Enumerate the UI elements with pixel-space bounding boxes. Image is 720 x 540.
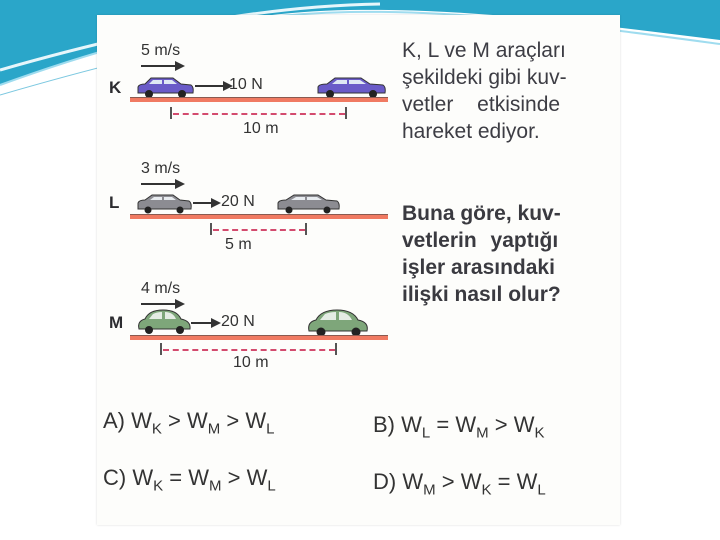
work-symbol: W: [513, 412, 535, 437]
option-b[interactable]: [373, 412, 545, 441]
work-symbol: W: [132, 465, 154, 490]
work-symbol: W: [460, 469, 482, 494]
force-arrow-icon: [191, 318, 221, 328]
question-line-2: vetlerin yaptığı: [402, 229, 559, 252]
distance-marker-m: [163, 349, 335, 351]
option-d[interactable]: [373, 469, 546, 498]
statement-line-1: K, L ve M araçları: [402, 39, 566, 62]
row-l-force: 20 N: [221, 193, 255, 210]
work-symbol: W: [246, 465, 268, 490]
distance-tick-icon: [210, 223, 212, 235]
distance-marker-k: [173, 113, 345, 115]
work-subscript: K: [151, 420, 162, 438]
row-k-distance: 10 m: [243, 120, 279, 137]
relation-operator: >: [441, 469, 455, 494]
option-d-letter: D): [373, 469, 397, 494]
statement-line-3: vetler etkisinde: [402, 93, 561, 116]
work-subscript: M: [209, 477, 222, 495]
relation-operator: >: [168, 408, 181, 433]
road-k: [130, 97, 388, 102]
row-k-label: K: [109, 78, 122, 97]
work-subscript: L: [267, 477, 276, 495]
force-arrow-icon: [193, 198, 221, 208]
row-l-label: L: [109, 193, 120, 212]
work-subscript: L: [266, 420, 275, 438]
work-subscript: L: [537, 481, 546, 499]
car-k-end-icon: [315, 75, 387, 99]
work-subscript: M: [476, 424, 489, 442]
distance-tick-icon: [345, 107, 347, 119]
row-l-distance: 5 m: [225, 236, 252, 253]
row-k-force: 10 N: [229, 76, 263, 93]
statement-line-4: hareket ediyor.: [402, 120, 540, 143]
option-c-letter: C): [103, 465, 127, 490]
relation-operator: =: [436, 412, 450, 437]
distance-tick-icon: [305, 223, 307, 235]
relation-operator: >: [227, 465, 241, 490]
work-subscript: K: [153, 477, 164, 495]
car-l-end-icon: [275, 192, 341, 214]
work-subscript: L: [421, 424, 431, 442]
car-k-start-icon: [135, 75, 195, 99]
distance-tick-icon: [335, 343, 337, 355]
work-symbol: W: [131, 408, 152, 433]
work-symbol: W: [187, 408, 208, 433]
work-subscript: M: [207, 420, 221, 438]
velocity-arrow-icon: [141, 179, 185, 189]
relation-operator: >: [494, 412, 508, 437]
question-line-3: işler arasındaki: [402, 256, 555, 279]
distance-marker-l: [213, 229, 305, 231]
row-l-speed: 3 m/s: [141, 160, 181, 177]
distance-tick-icon: [160, 343, 162, 355]
work-symbol: W: [402, 469, 424, 494]
statement-line-2: şekildeki gibi kuv-: [402, 66, 567, 89]
relation-operator: >: [226, 408, 240, 433]
car-m-end-icon: [305, 307, 371, 337]
relation-operator: =: [169, 465, 183, 490]
velocity-arrow-icon: [141, 61, 185, 71]
work-symbol: W: [245, 408, 267, 433]
car-m-start-icon: [135, 307, 193, 335]
work-symbol: W: [188, 465, 209, 490]
road-l: [130, 214, 388, 219]
work-subscript: K: [534, 424, 545, 442]
work-subscript: K: [481, 481, 492, 499]
relation-operator: =: [497, 469, 511, 494]
work-subscript: M: [423, 481, 436, 499]
road-m: [130, 335, 388, 340]
work-symbol: W: [401, 412, 422, 437]
row-m-force: 20 N: [221, 313, 255, 330]
question-line-4: ilişki nasıl olur?: [402, 283, 561, 306]
question-line-1: Buna göre, kuv-: [402, 202, 561, 225]
force-arrow-icon: [195, 81, 233, 91]
row-m-distance: 10 m: [233, 354, 269, 371]
option-b-letter: B): [373, 412, 395, 437]
question-card: [97, 15, 620, 525]
option-c[interactable]: [103, 465, 276, 494]
option-a-letter: A): [103, 408, 125, 433]
car-l-start-icon: [135, 192, 193, 214]
row-k-speed: 5 m/s: [141, 42, 181, 59]
row-m-speed: 4 m/s: [141, 280, 181, 297]
work-symbol: W: [455, 412, 477, 437]
distance-tick-icon: [170, 107, 172, 119]
option-a[interactable]: [103, 408, 275, 437]
row-m-label: M: [109, 313, 124, 332]
work-symbol: W: [516, 469, 538, 494]
